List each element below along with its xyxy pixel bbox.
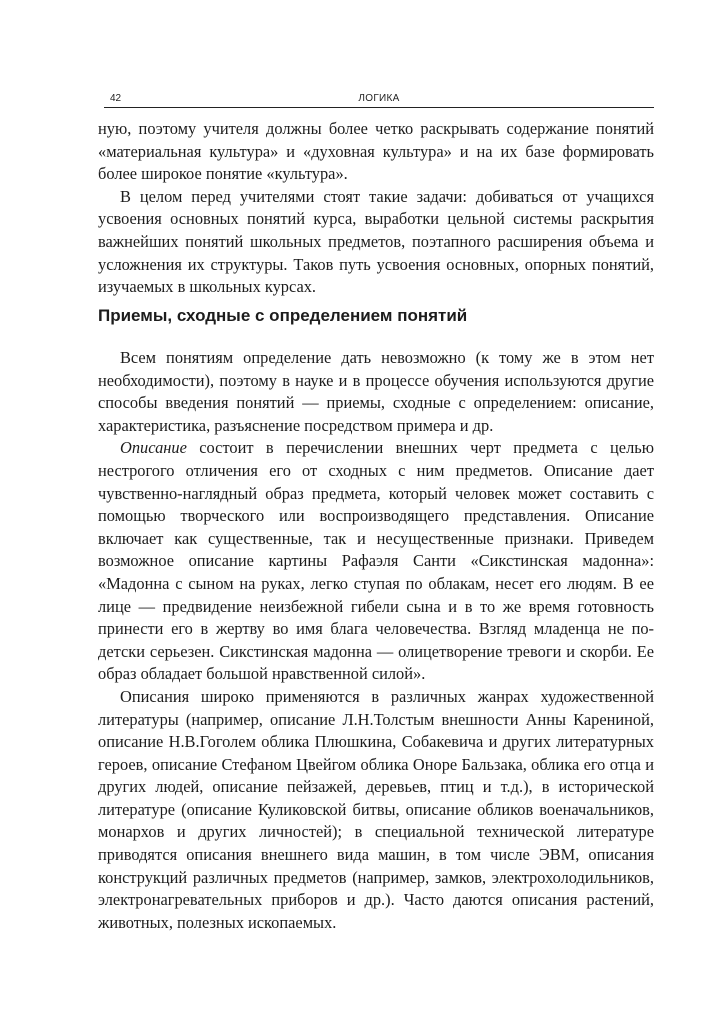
running-title: ЛОГИКА — [358, 93, 400, 104]
section-text — [98, 347, 654, 934]
paragraph-continued: ную, поэтому учителя должны более четко раскрывать содержание понятий «материальная культура» и «духовная культура» и на их базе формировать более широкое понятие «культура». — [98, 119, 654, 184]
section-heading: Приемы, сходные с определением понятий — [98, 306, 468, 325]
paragraph: Всем понятиям определение дать невозможно (к тому же в этом нет необходимости), поэтому в науке и в процессе обучения используются другие способы введения понятий — приемы, сходные с определением: описание, характеристика, разъяснение посредством примера и др. — [98, 348, 654, 435]
intro-text — [98, 118, 654, 299]
paragraph: В целом перед учителями стоят такие задачи: добиваться от учащихся усвоения основных понятий курса, выработки цельной системы раскрытия важнейших понятий школьных предметов, поэтапного расширения объема и усложнения их структуры. Таков путь усвоения основных, опорных понятий, изучаемых в школьных курсах. — [98, 186, 654, 297]
paragraph-text: состоит в перечислении внешних черт предмета с целью нестрогого отличения его от сходных с ним предметов. Описание дает чувственно-наглядный образ предмета, который человек может составить с помощью творческого или воспроизводящего представления. Описание включает как существенные, так и несущественные признаки. Приведем возможное описание картины Рафаэля Санти «Сикстинская мадонна»: «Мадонна с сыном на руках, легко ступая по облакам, несет его людям. В ее лице — предвидение неизбежной гибели сына и в то же время готовность принести его в жертву во имя блага человечества. Взгляд младенца не по-детски серьезен. Сикстинская мадонна — олицетворение тревоги и скорби. Ее образ обладает большой нравственной силой». — [98, 438, 654, 684]
running-header — [104, 93, 654, 108]
paragraph-description — [98, 437, 654, 686]
italic-term: Описание — [120, 438, 187, 458]
page-number: 42 — [110, 93, 122, 104]
paragraph: Описания широко применяются в различных жанрах художественной литературы (например, описание Л.Н.Толстым внешности Анны Карениной, описание Н.В.Гоголем облика Плюшкина, Собакевича и других литературных героев, описание Стефаном Цвейгом облика Оноре Бальзака, облика его отца и других людей, описание пейзажей, деревьев, птиц и т.д.), в исторической литературе (описание Куликовской битвы, описание обликов военачальников, монархов и других личностей); в специальной технической литературе приводятся описания внешнего вида машин, в том числе ЭВМ, описания конструкций различных предметов (например, замков, электрохолодильников, электронагревательных приборов и др.). Часто даются описания растений, животных, полезных ископаемых. — [98, 686, 654, 932]
